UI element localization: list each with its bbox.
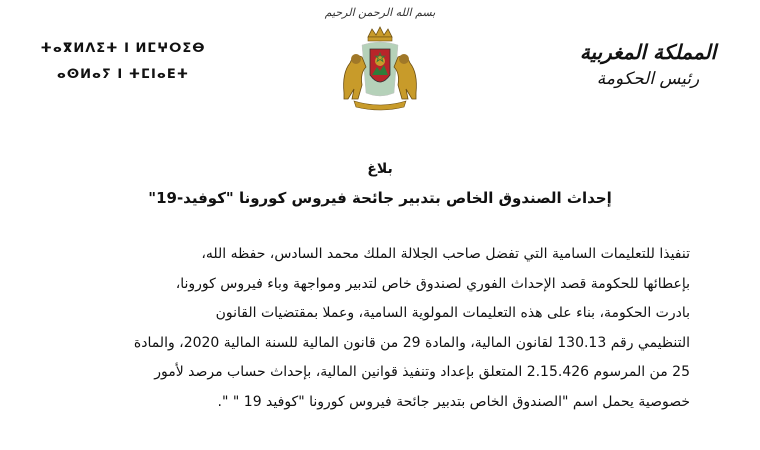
tifinagh-kingdom: ⵜⴰⴳⵍⴷⵉⵜ ⵏ ⵍⵎⵖⵔⵉⴱ bbox=[40, 41, 206, 56]
arabic-header bbox=[558, 38, 738, 92]
tifinagh-header bbox=[28, 36, 218, 88]
body-line: خصوصية يحمل اسم "الصندوق الخاص بتدبير جائحة فيروس كورونا "كوفيد 19 " ". bbox=[217, 393, 690, 410]
body-line: بإعطائها للحكومة قصد الإحداث الفوري لصندوق خاص لتدبير ومواجهة وباء فيروس كورونا، bbox=[175, 275, 690, 292]
royal-coat-of-arms-icon bbox=[332, 23, 428, 111]
body-line: تنفيذا للتعليمات السامية التي تفضل صاحب الجلالة الملك محمد السادس، حفظه الله، bbox=[201, 246, 690, 262]
communique-title: بلاغ bbox=[367, 161, 393, 177]
basmala: بسم الله الرحمن الرحيم bbox=[324, 6, 436, 19]
communique-heading bbox=[0, 158, 760, 212]
body-line: التنظيمي رقم 130.13 لقانون المالية، والمادة 29 من قانون المالية للسنة المالية 2020، والمادة bbox=[133, 334, 690, 351]
communique-subtitle: إحداث الصندوق الخاص بتدبير جائحة فيروس كورونا "كوفيد-19" bbox=[148, 189, 612, 207]
letterhead bbox=[0, 0, 760, 130]
emblem-block bbox=[290, 6, 470, 111]
body-line: بادرت الحكومة، بناء على هذه التعليمات المولوية السامية، وعملا بمقتضيات القانون bbox=[215, 305, 690, 321]
communique-body bbox=[78, 240, 690, 417]
tifinagh-government-head: ⴰⵙⵍⴰⵢ ⵏ ⵜⵎⵏⴰⴹⵜ bbox=[56, 67, 190, 82]
government-head-title: رئيس الحكومة bbox=[596, 69, 700, 89]
kingdom-name: المملكة المغربية bbox=[579, 40, 717, 64]
body-line: 25 من المرسوم 2.15.426 المتعلق بإعداد وتنفيذ قوانين المالية، بإحداث حساب مرصد لأمور bbox=[154, 364, 690, 380]
